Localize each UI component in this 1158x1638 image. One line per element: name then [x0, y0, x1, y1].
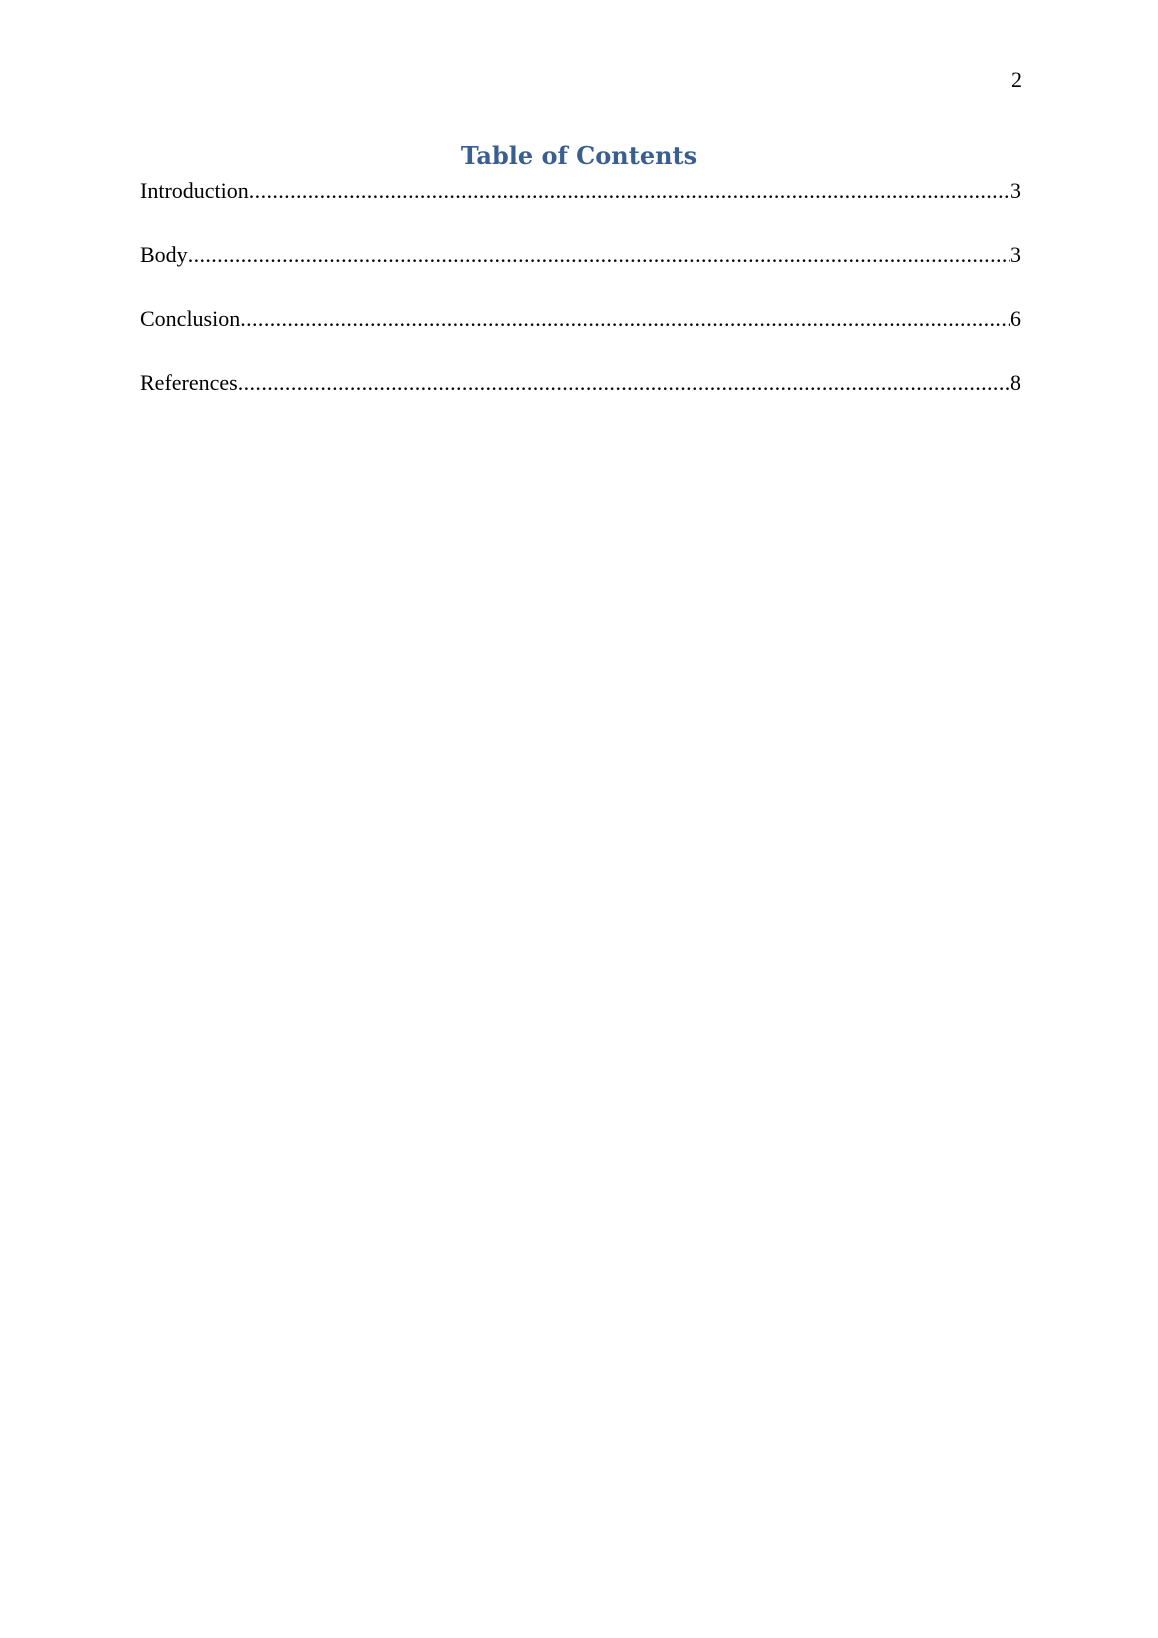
- toc-entry-page: 6: [1010, 306, 1021, 331]
- toc-entry-label: Conclusion: [140, 306, 241, 331]
- toc-entry-page: 3: [1010, 242, 1021, 267]
- toc-entry-label: Introduction: [140, 178, 249, 203]
- toc-entry-page: 8: [1010, 370, 1021, 395]
- table-of-contents: [140, 176, 1021, 432]
- toc-entry-conclusion[interactable]: [140, 304, 1021, 334]
- dot-leader: [188, 240, 1010, 270]
- toc-entry-label: References: [140, 370, 238, 395]
- toc-entry-references[interactable]: [140, 368, 1021, 398]
- toc-title: Table of Contents: [460, 141, 698, 170]
- toc-entry-label: Body: [140, 242, 188, 267]
- page-number: 2: [1011, 67, 1022, 92]
- toc-entry-page: 3: [1010, 178, 1021, 203]
- toc-entry-body[interactable]: [140, 240, 1021, 270]
- dot-leader: [238, 368, 1010, 398]
- dot-leader: [240, 304, 1010, 334]
- dot-leader: [249, 176, 1010, 206]
- toc-entry-introduction[interactable]: [140, 176, 1021, 206]
